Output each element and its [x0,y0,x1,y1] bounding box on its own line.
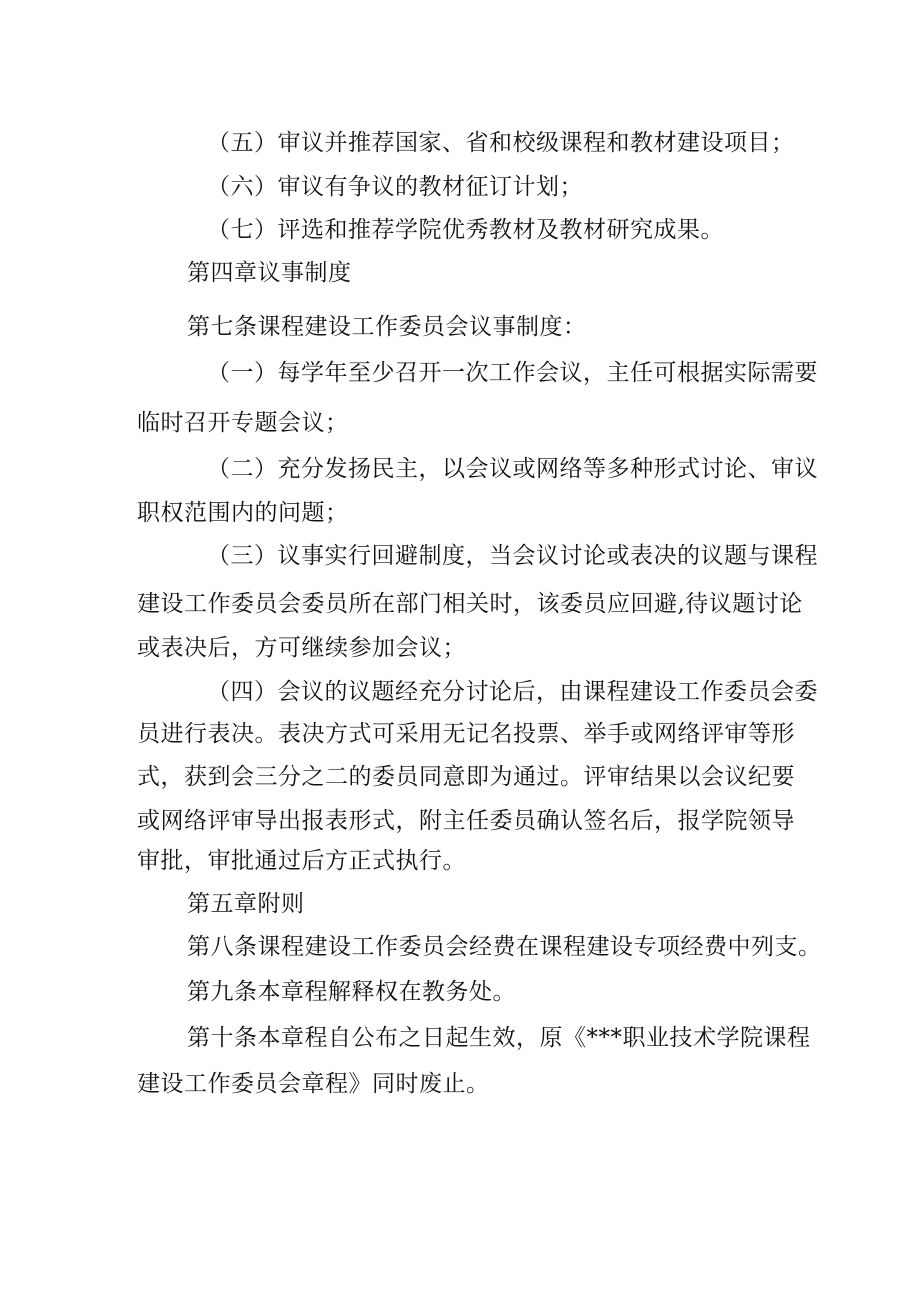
rule-four-line-3: 式，获到会三分之二的委员同意即为通过。评审结果以会议纪要 [137,764,795,790]
rule-two-line-1: （二）充分发扬民主，以会议或网络等多种形式讨论、审议 [207,456,818,482]
rule-four-line-2: 员进行表决。表决方式可采用无记名投票、举手或网络评审等形 [137,721,795,747]
rule-four-line-1: （四）会议的议题经充分讨论后，由课程建设工作委员会委 [207,679,818,705]
rule-three-line-1: （三）议事实行回避制度，当会议讨论或表决的议题与课程 [207,543,818,569]
rule-three-line-3: 或表决后，方可继续参加会议； [137,635,466,661]
article-eight: 第八条课程建设工作委员会经费在课程建设专项经费中列支。 [187,934,822,960]
article-ten-line-2: 建设工作委员会章程》同时废止。 [137,1071,490,1097]
rule-one-line-2: 临时召开专题会议； [137,410,349,436]
article-nine: 第九条本章程解释权在教务处。 [187,979,516,1005]
item-five: （五）审议并推荐国家、省和校级课程和教材建设项目； [207,130,795,156]
article-seven: 第七条课程建设工作委员会议事制度： [187,314,587,340]
item-seven: （七）评选和推荐学院优秀教材及教材研究成果。 [207,217,724,243]
article-ten-line-1: 第十条本章程自公布之日起生效，原《***职业技术学院课程 [187,1025,811,1051]
rule-one-line-1: （一）每学年至少召开一次工作会议，主任可根据实际需要 [207,360,818,386]
chapter-five-heading: 第五章附则 [187,891,305,917]
rule-three-line-2: 建设工作委员会委员所在部门相关时，该委员应回避,待议题讨论 [137,591,803,617]
rule-four-line-5: 审批，审批通过后方正式执行。 [137,848,466,874]
rule-two-line-2: 职权范围内的问题； [137,500,349,526]
rule-four-line-4: 或网络评审导出报表形式，附主任委员确认签名后，报学院领导 [137,808,795,834]
chapter-four-heading: 第四章议事制度 [187,260,352,286]
item-six: （六）审议有争议的教材征订计划； [207,174,583,200]
